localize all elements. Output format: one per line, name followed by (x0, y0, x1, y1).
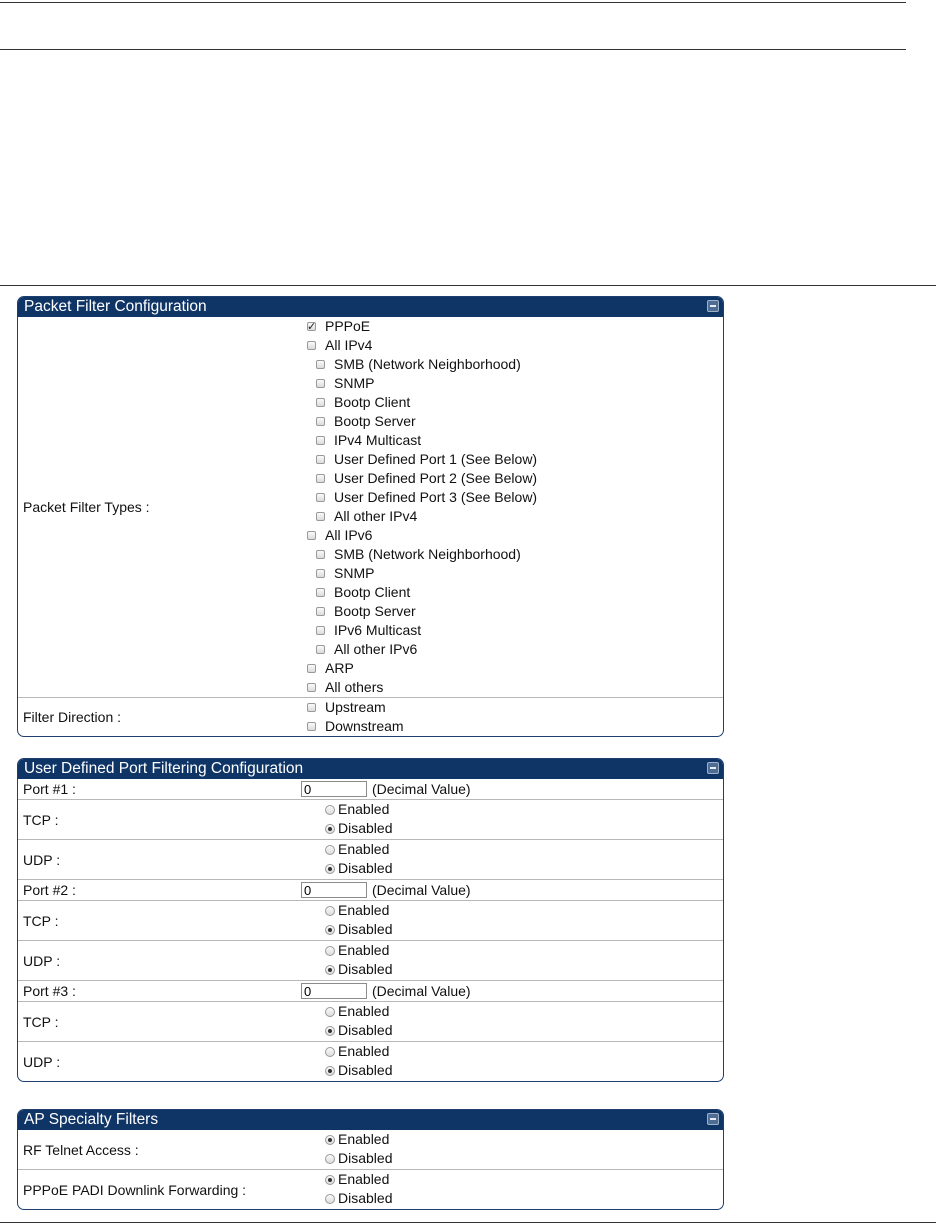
checkbox-icon[interactable] (316, 493, 325, 502)
checkbox-icon[interactable] (316, 626, 325, 635)
filter-type-option[interactable] (306, 583, 537, 602)
decimal-hint: (Decimal Value) (372, 983, 471, 999)
port-label: Port #2 : (23, 882, 76, 898)
filter-type-label: SNMP (334, 565, 375, 581)
udp-disabled-option[interactable] (306, 960, 392, 979)
udp-label: UDP : (23, 851, 61, 868)
radio-label: Disabled (338, 921, 393, 937)
filter-type-label: ARP (325, 660, 354, 676)
filter-direction-label: Filter Direction : (23, 709, 122, 725)
filter-type-option[interactable] (306, 355, 537, 374)
tcp-row (18, 900, 723, 940)
filter-type-option[interactable] (306, 488, 537, 507)
filter-type-label: User Defined Port 2 (See Below) (334, 470, 538, 486)
port-input[interactable] (301, 983, 367, 999)
port-row (18, 779, 723, 799)
filter-type-label: SMB (Network Neighborhood) (334, 546, 521, 562)
tcp-label: TCP : (23, 912, 59, 929)
checkbox-icon[interactable] (316, 607, 325, 616)
udp-row (18, 1041, 723, 1081)
radio-label: Enabled (338, 841, 390, 857)
ap-filter-disabled-option[interactable] (306, 1189, 392, 1208)
top-rule (0, 2, 906, 3)
radio-icon[interactable] (325, 1194, 335, 1204)
radio-icon[interactable] (325, 824, 335, 834)
filter-type-label: Bootp Server (334, 603, 416, 619)
udp-label: UDP : (23, 1053, 61, 1070)
filter-type-option[interactable] (306, 393, 537, 412)
radio-label: Disabled (338, 1150, 393, 1166)
panel-title: Packet Filter Configuration (24, 298, 207, 315)
filter-type-label: SNMP (334, 375, 375, 391)
radio-icon[interactable] (325, 906, 335, 916)
udp-enabled-option[interactable] (306, 1042, 392, 1061)
radio-label: Disabled (338, 961, 393, 977)
checkbox-icon[interactable] (316, 645, 325, 654)
ap-specialty-filters-header (18, 1110, 723, 1130)
udp-options (306, 941, 392, 980)
filter-type-option[interactable] (306, 564, 537, 583)
filter-type-label: User Defined Port 3 (See Below) (334, 489, 538, 505)
ap-specialty-filters-panel (17, 1109, 724, 1210)
port-label: Port #3 : (23, 983, 76, 999)
udp-row (18, 940, 723, 980)
filter-type-option[interactable] (306, 431, 537, 450)
radio-icon[interactable] (325, 1026, 335, 1036)
collapse-icon[interactable] (707, 1113, 719, 1125)
filter-type-label: All other IPv4 (334, 508, 418, 524)
port-value (301, 880, 471, 900)
checkbox-icon[interactable] (316, 455, 325, 464)
ap-filter-options (306, 1130, 392, 1169)
radio-label: Disabled (338, 1190, 393, 1206)
panel-title: User Defined Port Filtering Configuration (24, 760, 304, 777)
port-row (18, 879, 723, 900)
radio-icon[interactable] (325, 1135, 335, 1145)
udp-row (18, 839, 723, 879)
direction-label: Downstream (325, 718, 404, 734)
radio-label: Enabled (338, 801, 390, 817)
filter-type-label: All IPv4 (325, 337, 373, 353)
tcp-disabled-option[interactable] (306, 1021, 392, 1040)
radio-icon[interactable] (325, 805, 335, 815)
collapse-icon[interactable] (707, 762, 719, 774)
tcp-disabled-option[interactable] (306, 920, 392, 939)
ap-filter-label: PPPoE PADI Downlink Forwarding : (23, 1181, 247, 1198)
radio-label: Enabled (338, 1171, 390, 1187)
checkbox-icon[interactable] (316, 569, 325, 578)
tcp-enabled-option[interactable] (306, 800, 392, 819)
tcp-options (306, 1002, 392, 1041)
radio-icon[interactable] (325, 1154, 335, 1164)
filter-type-label: All others (325, 679, 384, 695)
filter-type-label: All other IPv6 (334, 641, 418, 657)
filter-type-option[interactable] (306, 336, 537, 355)
checkbox-icon[interactable] (316, 550, 325, 559)
tcp-options (306, 901, 392, 940)
radio-icon[interactable] (325, 965, 335, 975)
radio-icon[interactable] (325, 864, 335, 874)
ap-filter-label: RF Telnet Access : (23, 1141, 139, 1158)
filter-type-option[interactable] (306, 450, 537, 469)
checkbox-icon[interactable] (316, 474, 325, 483)
checkbox-icon[interactable] (316, 588, 325, 597)
filter-type-label: All IPv6 (325, 527, 373, 543)
udp-disabled-option[interactable] (306, 859, 392, 878)
tcp-options (306, 800, 392, 839)
radio-label: Disabled (338, 1062, 393, 1078)
checkbox-icon[interactable] (307, 664, 316, 673)
ap-filter-rows (18, 1130, 723, 1209)
checkbox-icon[interactable] (316, 512, 325, 521)
packet-filter-types-list (306, 317, 537, 697)
filter-type-option[interactable] (306, 374, 537, 393)
checkbox-icon[interactable] (307, 531, 316, 540)
checkbox-icon[interactable] (316, 379, 325, 388)
filter-direction-row (18, 697, 723, 736)
ap-filter-disabled-option[interactable] (306, 1149, 392, 1168)
packet-filter-types-label: Packet Filter Types : (23, 499, 150, 515)
radio-icon[interactable] (325, 845, 335, 855)
tcp-enabled-option[interactable] (306, 901, 392, 920)
udp-options (306, 1042, 392, 1081)
checkbox-icon[interactable] (307, 341, 316, 350)
port-label: Port #1 : (23, 781, 76, 797)
radio-label: Enabled (338, 1131, 390, 1147)
ap-filter-enabled-option[interactable] (306, 1130, 392, 1149)
checkbox-icon[interactable] (307, 322, 316, 331)
collapse-icon[interactable] (707, 300, 719, 312)
radio-icon[interactable] (325, 925, 335, 935)
checkbox-icon[interactable] (316, 417, 325, 426)
tcp-disabled-option[interactable] (306, 819, 392, 838)
radio-icon[interactable] (325, 1007, 335, 1017)
port-row (18, 980, 723, 1001)
user-port-filter-header (18, 759, 723, 779)
decimal-hint: (Decimal Value) (372, 882, 471, 898)
filter-type-option[interactable] (306, 545, 537, 564)
udp-options (306, 840, 392, 879)
filter-type-option[interactable] (306, 507, 537, 526)
user-port-filter-panel (17, 758, 724, 1082)
radio-icon[interactable] (325, 1066, 335, 1076)
radio-icon[interactable] (325, 1047, 335, 1057)
checkbox-icon[interactable] (307, 683, 316, 692)
filter-type-option[interactable] (306, 317, 537, 336)
filter-type-option[interactable] (306, 678, 537, 697)
ap-filter-enabled-option[interactable] (306, 1170, 392, 1189)
direction-option[interactable] (306, 717, 404, 736)
tcp-row (18, 799, 723, 839)
direction-option[interactable] (306, 698, 404, 717)
section-rule (0, 285, 936, 286)
udp-enabled-option[interactable] (306, 941, 392, 960)
ap-filter-options (306, 1170, 392, 1209)
udp-disabled-option[interactable] (306, 1061, 392, 1080)
packet-filter-types-row (18, 317, 723, 697)
port-input[interactable] (301, 882, 367, 898)
radio-label: Disabled (338, 820, 393, 836)
radio-label: Disabled (338, 860, 393, 876)
packet-filter-header (18, 297, 723, 317)
filter-type-option[interactable] (306, 640, 537, 659)
filter-type-label: IPv4 Multicast (334, 432, 422, 448)
checkbox-icon[interactable] (316, 398, 325, 407)
filter-type-label: IPv6 Multicast (334, 622, 422, 638)
radio-label: Enabled (338, 942, 390, 958)
user-port-rows (18, 779, 723, 1081)
filter-type-option[interactable] (306, 526, 537, 545)
port-value (301, 779, 471, 799)
tcp-label: TCP : (23, 1013, 59, 1030)
header-rule (0, 49, 906, 50)
filter-type-label: Bootp Server (334, 413, 416, 429)
filter-type-label: User Defined Port 1 (See Below) (334, 451, 538, 467)
udp-label: UDP : (23, 952, 61, 969)
checkbox-icon[interactable] (316, 436, 325, 445)
checkbox-icon[interactable] (307, 703, 316, 712)
radio-icon[interactable] (325, 1175, 335, 1185)
port-value (301, 981, 471, 1001)
filter-type-label: Bootp Client (334, 584, 411, 600)
radio-label: Enabled (338, 1003, 390, 1019)
tcp-row (18, 1001, 723, 1041)
decimal-hint: (Decimal Value) (372, 781, 471, 797)
filter-type-label: Bootp Client (334, 394, 411, 410)
filter-direction-list (306, 698, 404, 736)
radio-icon[interactable] (325, 946, 335, 956)
ap-filter-row (18, 1130, 723, 1169)
filter-type-option[interactable] (306, 602, 537, 621)
radio-label: Enabled (338, 1043, 390, 1059)
radio-label: Enabled (338, 902, 390, 918)
filter-type-option[interactable] (306, 412, 537, 431)
filter-type-label: PPPoE (325, 318, 371, 334)
tcp-enabled-option[interactable] (306, 1002, 392, 1021)
filter-type-option[interactable] (306, 659, 537, 678)
direction-label: Upstream (325, 699, 386, 715)
filter-type-option[interactable] (306, 621, 537, 640)
checkbox-icon[interactable] (307, 722, 316, 731)
panel-title: AP Specialty Filters (24, 1111, 159, 1128)
tcp-label: TCP : (23, 811, 59, 828)
filter-type-label: SMB (Network Neighborhood) (334, 356, 521, 372)
ap-filter-row (18, 1169, 723, 1209)
radio-label: Disabled (338, 1022, 393, 1038)
udp-enabled-option[interactable] (306, 840, 392, 859)
port-input[interactable] (301, 781, 367, 797)
filter-type-option[interactable] (306, 469, 537, 488)
packet-filter-panel (17, 296, 724, 737)
checkbox-icon[interactable] (316, 360, 325, 369)
